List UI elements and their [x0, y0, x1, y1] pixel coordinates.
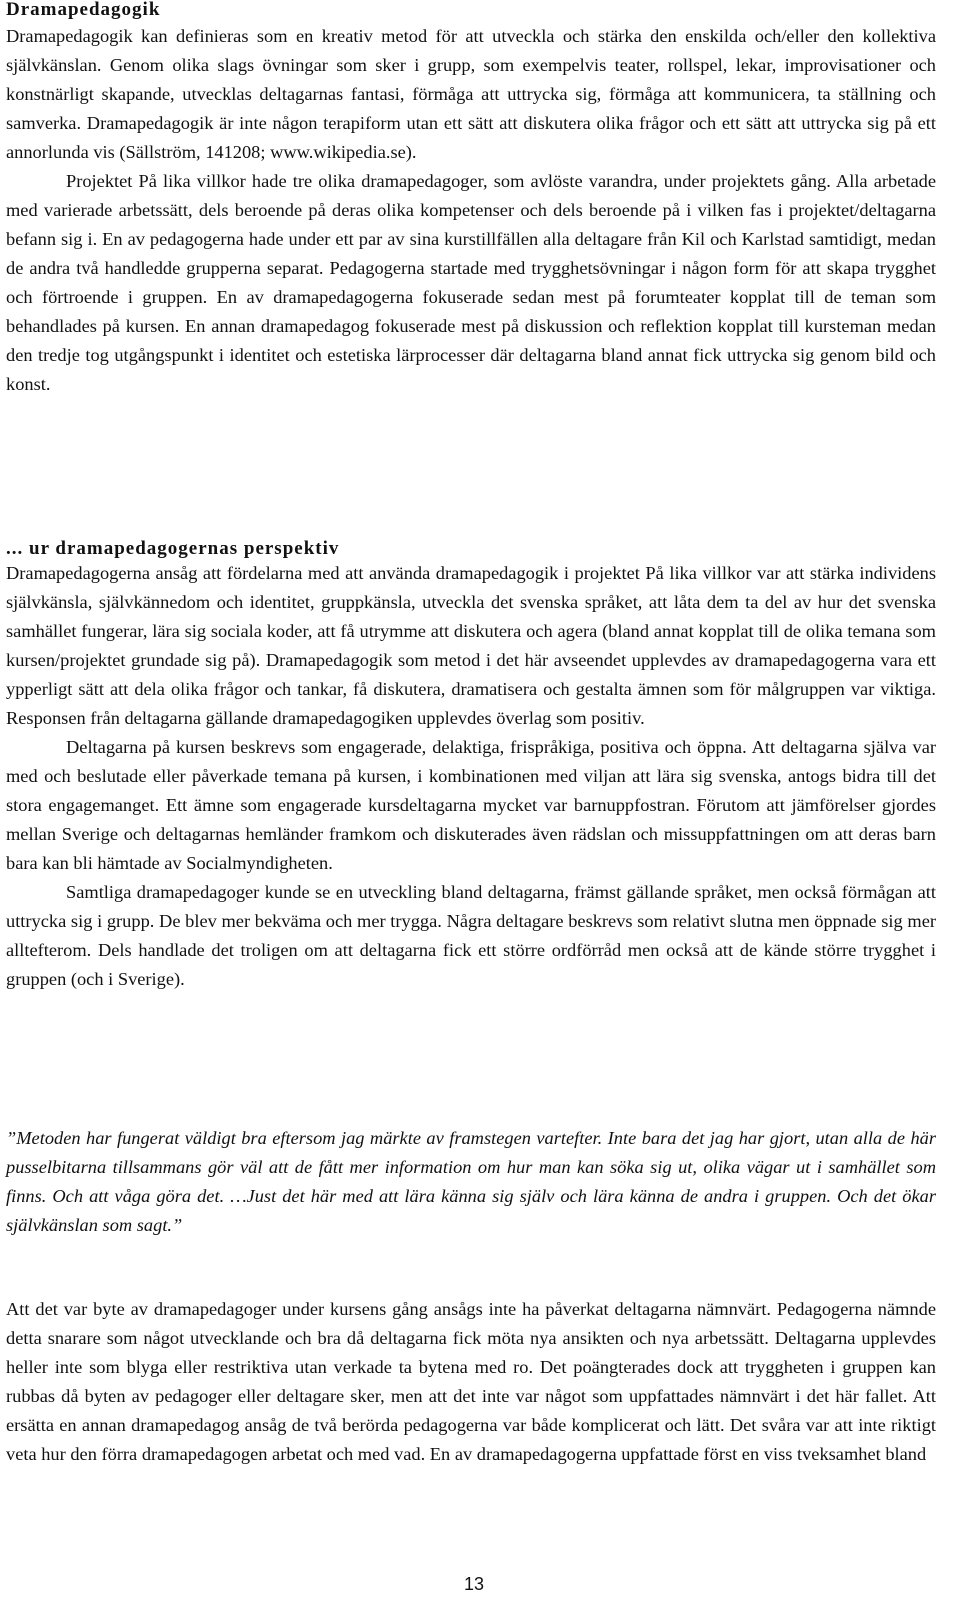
quote-block	[6, 1124, 936, 1240]
paragraph: Samtliga dramapedagoger kunde se en utveckling bland deltagarna, främst gällande språket, men också förmågan att uttrycka sig i grupp. De blev mer bekväma och mer trygga. Några deltagare beskrevs som relativt slutna men öppnade sig mer alltefterom. Dels handlade det troligen om att deltagarna fick ett större ordförråd men också att de kände större trygghet i gruppen (och i Sverige).	[6, 882, 936, 989]
paragraph: Deltagarna på kursen beskrevs som engagerade, delaktiga, frispråkiga, positiva och öppna. Att deltagarna själva var med och beslutade eller påverkade temana på kursen, i kombinationen med viljan att lära sig svenska, antogs bidra till det stora engagemanget. Ett ämne som engagerade kursdeltagarna mycket var barnuppfostran. Förutom att jämförelser gjordes mellan Sverige och deltagarnas hemländer framkom och diskuterades även rädslan och missuppfattningen om att deras barn bara kan bli hämtade av Socialmyndigheten.	[6, 737, 936, 873]
closing-block	[6, 1295, 936, 1469]
quote-text: ”Metoden har fungerat väldigt bra eftersom jag märkte av framstegen vartefter. Inte bara det jag har gjort, utan alla de här pusselbitarna tillsammans gör väl att de fått mer information om hur man kan söka sig ut, olika vägar ut i samhället som finns. Och att våga göra det. …Just det här med att lära känna sig själv och lära känna de andra i gruppen. Och det ökar självkänslan som sagt.”	[6, 1128, 936, 1235]
paragraph: Projektet På lika villkor hade tre olika dramapedagoger, som avlöste varandra, under projektets gång. Alla arbetade med varierade arbetssätt, dels beroende på deras olika kompetenser och dels beroende på i vilken fas i projektet/deltagarna befann sig i. En av pedagogerna hade under ett par av sina kurstillfällen alla deltagare från Kil och Karlstad samtidigt, medan de andra två handledde grupperna separat. Pedagogerna startade med trygghetsövningar i någon form för att skapa trygghet och förtroende i gruppen. En av dramapedagogerna fokuserade sedan mest på forumteater kopplat till de teman som behandlades på kursen. En annan dramapedagog fokuserade mest på diskussion och reflektion kopplat till kursteman medan den tredje tog utgångspunkt i identitet och estetiska lärprocesser där deltagarna bland annat fick uttrycka sig genom bild och konst.	[6, 171, 936, 394]
section-heading-dramapedagogik: Dramapedagogik	[6, 0, 161, 20]
paragraph: Dramapedagogik kan definieras som en kreativ metod för att utveckla och stärka den enskilda och/eller den kollektiva självkänslan. Genom olika slags övningar som sker i grupp, som exempelvis teater, rollspel, lekar, improvisationer och konstnärligt skapande, utvecklas deltagarnas fantasi, förmåga att uttrycka sig, förmåga att kommunicera, ta ställning och samverka. Dramapedagogik är inte någon terapiform utan ett sätt att diskutera olika frågor och ett sätt att uttrycka sig på ett annorlunda vis (Sällström, 141208; www.wikipedia.se).	[6, 26, 936, 162]
paragraph: Dramapedagogerna ansåg att fördelarna med att använda dramapedagogik i projektet På lika villkor var att stärka individens självkänsla, självkännedom och identitet, gruppkänsla, utveckla det svenska språket, att låta dem ta del av hur det svenska samhället fungerar, lära sig sociala koder, att få utrymme att diskutera och agera (bland annat kopplat till de olika temana som kursen/projektet grundade sig på). Dramapedagogik som metod i det här avseendet upplevdes av dramapedagogerna vara ett ypperligt sätt att dela olika frågor och tankar, få diskutera, dramatisera och gestalta ämnen som för målgruppen var viktiga. Responsen från deltagarna gällande dramapedagogiken upplevdes överlag som positiv.	[6, 563, 936, 728]
paragraph: Att det var byte av dramapedagoger under kursens gång ansågs inte ha påverkat deltagarna nämnvärt. Pedagogerna nämnde detta snarare som något utvecklande och bra då deltagarna fick möta nya ansikten och nya arbetssätt. Deltagarna upplevdes heller inte som blyga eller restriktiva utan verkade ta bytena med ro. Det poängterades dock att tryggheten i gruppen kan rubbas då byten av pedagoger eller deltagare sker, men att det inte var något som uppfattades nämnvärt i det här fallet. Att ersätta en annan dramapedagog ansåg de två berörda pedagogerna var både komplicerat och lätt. Det svåra var att inte riktigt veta hur den förra dramapedagogen arbetat och med vad. En av dramapedagogerna uppfattade först en viss tveksamhet bland	[6, 1299, 936, 1464]
page-number: 13	[463, 1574, 485, 1594]
section-heading-perspektiv: ... ur dramapedagogernas perspektiv	[6, 538, 340, 559]
section-dramapedagogik-body	[6, 22, 936, 399]
section-perspektiv-body	[6, 559, 936, 994]
